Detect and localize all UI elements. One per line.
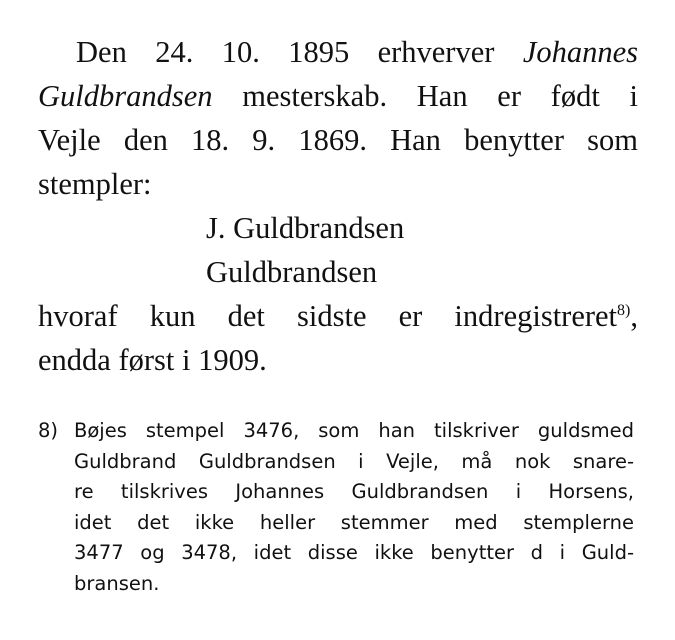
stamp-name-2: Guldbrandsen — [206, 255, 378, 289]
footnote-marker: 8) — [38, 419, 59, 442]
text-line-1 — [38, 30, 638, 74]
footnote-text: Bøjes stempel 3476, som han tilskriver guldsmed — [74, 419, 634, 442]
person-name-italic: Johannes — [522, 35, 639, 69]
text-segment: mesterskab. Han er født i — [242, 79, 638, 113]
person-name-italic: Guldbrandsen — [38, 79, 213, 113]
text-line-4: stempler: — [38, 167, 152, 201]
text-segment: Den 24. 10. 1895 erhverver — [76, 35, 495, 69]
text-line-3: Vejle den 18. 9. 1869. Han benytter som — [38, 123, 638, 157]
footnote-line-3: re tilskrives Johannes Guldbrandsen i Horsens, — [74, 480, 634, 503]
text-segment: hvoraf kun det sidste er indregistreret — [38, 299, 618, 333]
main-paragraph — [38, 30, 638, 382]
footnote-line-5: 3477 og 3478, idet disse ikke benytter d i Guld- — [74, 541, 634, 564]
text-line-2 — [38, 74, 638, 118]
footnote-line-4: idet det ikke heller stemmer med stemplerne — [74, 510, 634, 534]
footnote-reference: 8) — [617, 301, 631, 319]
stamp-name-1: J. Guldbrandsen — [206, 211, 405, 245]
text-segment: , — [630, 299, 638, 333]
footnote-line-6: bransen. — [74, 571, 160, 595]
footnote-line-2: Guldbrand Guldbrandsen i Vejle, må nok snare- — [74, 449, 634, 473]
footnote-line-1 — [38, 416, 634, 447]
text-line-6: endda først i 1909. — [38, 343, 267, 377]
text-line-5 — [38, 294, 638, 338]
footnote — [38, 416, 634, 599]
